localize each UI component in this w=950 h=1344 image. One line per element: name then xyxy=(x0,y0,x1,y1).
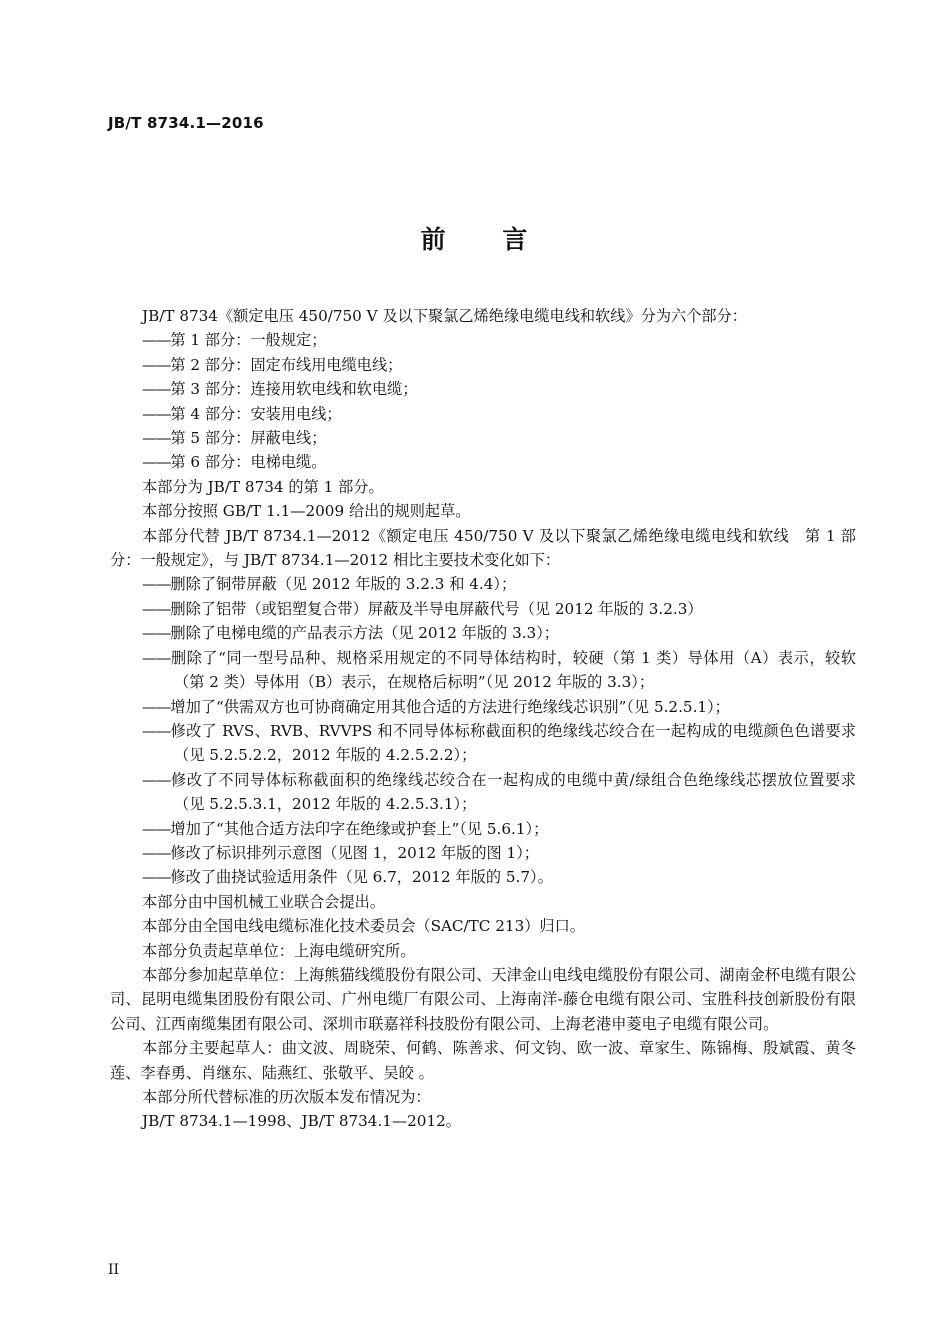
paragraph: 本部分负责起草单位：上海电缆研究所。 xyxy=(142,941,416,960)
paragraph: 本部分参加起草单位：上海熊猫线缆股份有限公司、天津金山电线电缆股份有限公司、湖南金杯电缆有限公司、昆明电缆集团股份有限公司、广州电缆厂有限公司、上海南洋-藤仓电缆有限公司、宝胜科技创新股份有限公司、江西南缆集团有限公司、深圳市联嘉祥科技股份有限公司、上海老港申菱电子电缆有限公司。 xyxy=(110,965,856,1033)
list-item: —— 修改了标识排列示意图（见图 1，2012 年版的图 1）； xyxy=(110,841,856,865)
document-body xyxy=(110,304,856,1134)
list-item: —— 第 2 部分：固定布线用电缆电线； xyxy=(110,353,856,377)
page-number: II xyxy=(108,1262,120,1278)
list-item: —— 修改了曲挠试验适用条件（见 6.7，2012 年版的 5.7）。 xyxy=(110,865,856,889)
standard-number-header: JB/T 8734.1—2016 xyxy=(108,114,264,132)
list-item: —— 第 1 部分：一般规定； xyxy=(110,328,856,352)
list-item: —— 删除了“同一型号品种、规格采用规定的不同导体结构时，较硬（第 1 类）导体用（A）表示，较软（第 2 类）导体用（B）表示，在规格后标明”（见 2012 年版的 3.3）； xyxy=(110,646,856,695)
list-item: —— 修改了不同导体标称截面积的绝缘线芯绞合在一起构成的电缆中黄/绿组合色绝缘线芯摆放位置要求（见 5.2.5.3.1，2012 年版的 4.2.5.3.1）； xyxy=(110,768,856,817)
list-item: —— 删除了电梯电缆的产品表示方法（见 2012 年版的 3.3）； xyxy=(110,621,856,645)
paragraph: 本部分由全国电线电缆标准化技术委员会（SAC/TC 213）归口。 xyxy=(142,917,585,936)
list-item: —— 第 3 部分：连接用软电线和软电缆； xyxy=(110,377,856,401)
list-item: —— 增加了“其他合适方法印字在绝缘或护套上”（见 5.6.1）； xyxy=(110,817,856,841)
paragraph: 本部分主要起草人：曲文波、周晓荣、何鹤、陈善求、何文钧、欧一波、章家生、陈锦梅、殷斌霞、黄冬莲、李春勇、肖继东、陆燕红、张敬平、吴皎 。 xyxy=(110,1039,856,1082)
list-item: —— 第 4 部分：安装用电线； xyxy=(110,402,856,426)
paragraph: 本部分所代替标准的历次版本发布情况为： xyxy=(142,1088,431,1106)
list-item: —— 第 6 部分：电梯电缆。 xyxy=(110,450,856,474)
paragraph: 本部分按照 GB/T 1.1—2009 给出的规则起草。 xyxy=(142,502,471,521)
list-item: —— 删除了铝带（或铝塑复合带）屏蔽及半导电屏蔽代号（见 2012 年版的 3.2.3） xyxy=(110,597,856,621)
paragraph: JB/T 8734.1—1998、JB/T 8734.1—2012。 xyxy=(142,1112,461,1131)
list-item: —— 删除了铜带屏蔽（见 2012 年版的 3.2.3 和 4.4）； xyxy=(110,572,856,596)
list-item: —— 增加了“供需双方也可协商确定用其他合适的方法进行绝缘线芯识别”（见 5.2.5.1）； xyxy=(110,695,856,719)
page-title: 前 言 xyxy=(420,225,530,254)
list-item: —— 第 5 部分：屏蔽电线； xyxy=(110,426,856,450)
paragraph: 本部分为 JB/T 8734 的第 1 部分。 xyxy=(142,477,384,496)
paragraph: 本部分代替 JB/T 8734.1—2012《额定电压 450/750 V 及以下聚氯乙烯绝缘电缆电线和软线 第 1 部分：一般规定》，与 JB/T 8734.1—2012 相比主要技术变化如下： xyxy=(110,526,856,570)
paragraph: 本部分由中国机械工业联合会提出。 xyxy=(142,892,385,911)
paragraph: JB/T 8734《额定电压 450/750 V 及以下聚氯乙烯绝缘电缆电线和软线》分为六个部分： xyxy=(142,307,747,325)
list-item: —— 修改了 RVS、RVB、RVVPS 和不同导体标称截面积的绝缘线芯绞合在一起构成的电缆颜色色谱要求（见 5.2.5.2.2，2012 年版的 4.2.5.2.2）； xyxy=(110,719,856,768)
